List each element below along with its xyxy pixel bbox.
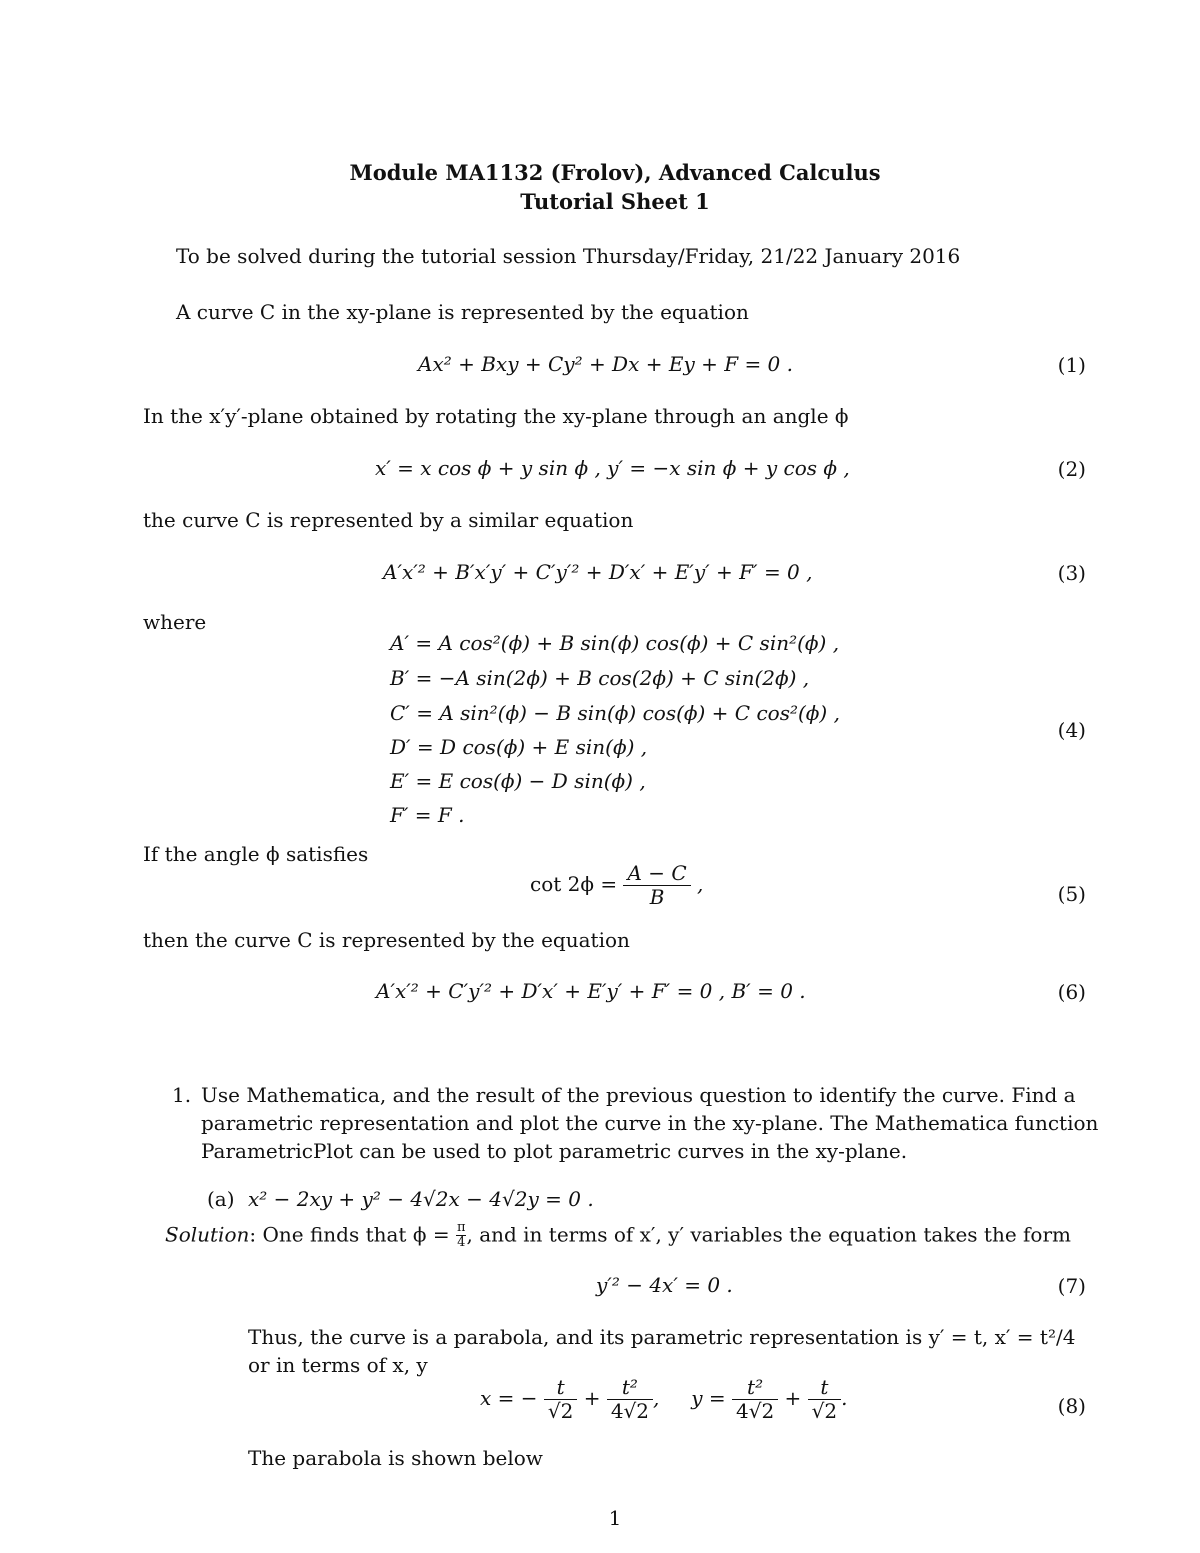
equation-8-frac-4-num: t bbox=[808, 1376, 841, 1400]
equation-number-7: (7) bbox=[1057, 1274, 1086, 1298]
equation-5 bbox=[530, 862, 703, 909]
equation-1: Ax² + Bxy + Cy² + Dx + Ey + F = 0 . bbox=[418, 352, 793, 376]
equation-number-3: (3) bbox=[1057, 561, 1086, 585]
parabola-shown-below: The parabola is shown below bbox=[248, 1446, 543, 1470]
equation-number-1: (1) bbox=[1057, 353, 1086, 377]
equation-6: A′x′² + C′y′² + D′x′ + E′y′ + F′ = 0 , B′ = 0 . bbox=[376, 979, 806, 1003]
rotation-sentence: In the x′y′-plane obtained by rotating the xy-plane through an angle ϕ bbox=[143, 404, 849, 428]
pi-over-four-fraction bbox=[456, 1221, 467, 1251]
problem-1-line-2: parametric representation and plot the curve in the xy-plane. The Mathematica function bbox=[201, 1111, 1099, 1135]
four-denominator: 4 bbox=[457, 1235, 466, 1251]
then-sentence: then the curve C is represented by the equation bbox=[143, 928, 630, 952]
equation-7: y′² − 4x′ = 0 . bbox=[596, 1273, 733, 1297]
equation-8-x-lhs: x = − bbox=[480, 1386, 538, 1410]
equation-4-line-2: B′ = −A sin(2ϕ) + B cos(2ϕ) + C sin(2ϕ) , bbox=[390, 666, 810, 690]
page-subtitle: Tutorial Sheet 1 bbox=[520, 189, 710, 214]
equation-8-frac-1-num: t bbox=[544, 1376, 577, 1400]
equation-8-frac-1-den: √2 bbox=[547, 1399, 574, 1423]
equation-4-line-4: D′ = D cos(ϕ) + E sin(ϕ) , bbox=[390, 735, 648, 759]
part-a-equation: x² − 2xy + y² − 4√2x − 4√2y = 0 . bbox=[248, 1187, 594, 1211]
equation-5-denominator: B bbox=[649, 885, 665, 909]
solution-label: Solution bbox=[165, 1222, 250, 1247]
part-a-label: (a) bbox=[207, 1187, 235, 1211]
equation-number-4: (4) bbox=[1057, 718, 1086, 742]
equation-4-line-1: A′ = A cos²(ϕ) + B sin(ϕ) cos(ϕ) + C sin²(ϕ) , bbox=[390, 631, 840, 655]
equation-8 bbox=[480, 1376, 847, 1423]
equation-8-frac-3-num: t² bbox=[732, 1376, 778, 1400]
similar-sentence: the curve C is represented by a similar equation bbox=[143, 508, 634, 532]
equation-8-frac-3 bbox=[732, 1376, 778, 1423]
equation-4-line-6: F′ = F . bbox=[390, 803, 465, 827]
equation-3: A′x′² + B′x′y′ + C′y′² + D′x′ + E′y′ + F′ = 0 , bbox=[383, 560, 813, 584]
solution-text-2: , and in terms of x′, y′ variables the equation takes the form bbox=[466, 1222, 1071, 1247]
equation-8-frac-4-den: √2 bbox=[811, 1399, 838, 1423]
equation-5-tail: , bbox=[697, 872, 704, 896]
equation-8-frac-3-den: 4√2 bbox=[735, 1399, 775, 1423]
equation-8-comma: , bbox=[653, 1386, 660, 1410]
equation-8-period: . bbox=[841, 1386, 848, 1410]
problem-1-line-3: ParametricPlot can be used to plot parametric curves in the xy-plane. bbox=[201, 1139, 908, 1163]
equation-8-y-lhs: y = bbox=[691, 1386, 726, 1410]
equation-number-8: (8) bbox=[1057, 1394, 1086, 1418]
page-title: Module MA1132 (Frolov), Advanced Calculus bbox=[349, 160, 881, 185]
equation-5-numerator: A − C bbox=[623, 862, 690, 886]
equation-4-line-3: C′ = A sin²(ϕ) − B sin(ϕ) cos(ϕ) + C cos²(ϕ) , bbox=[390, 701, 840, 725]
solution-line bbox=[165, 1221, 1071, 1251]
problem-1-line-1: Use Mathematica, and the result of the previous question to identify the curve. Find a bbox=[201, 1083, 1076, 1107]
equation-8-frac-2 bbox=[607, 1376, 653, 1423]
thus-line-2: or in terms of x, y bbox=[248, 1353, 428, 1377]
where-label: where bbox=[143, 610, 207, 634]
equation-8-plus-1: + bbox=[583, 1386, 601, 1410]
equation-number-6: (6) bbox=[1057, 980, 1086, 1004]
curve-sentence: A curve C in the xy-plane is represented by the equation bbox=[176, 300, 749, 324]
equation-8-frac-4 bbox=[808, 1376, 841, 1423]
equation-8-frac-2-den: 4√2 bbox=[610, 1399, 650, 1423]
equation-4-line-5: E′ = E cos(ϕ) − D sin(ϕ) , bbox=[390, 769, 646, 793]
thus-line-1: Thus, the curve is a parabola, and its parametric representation is y′ = t, x′ = t²/4 bbox=[248, 1325, 1076, 1349]
schedule-text: To be solved during the tutorial session Thursday/Friday, 21/22 January 2016 bbox=[176, 244, 961, 268]
equation-2: x′ = x cos ϕ + y sin ϕ , y′ = −x sin ϕ + y cos ϕ , bbox=[375, 456, 850, 480]
equation-8-frac-2-num: t² bbox=[607, 1376, 653, 1400]
solution-text-1: : One finds that ϕ = bbox=[249, 1222, 450, 1247]
problem-1-label: 1. bbox=[172, 1083, 192, 1107]
equation-number-5: (5) bbox=[1057, 882, 1086, 906]
equation-8-plus-2: + bbox=[784, 1386, 802, 1410]
equation-8-frac-1 bbox=[544, 1376, 577, 1423]
angle-sentence: If the angle ϕ satisfies bbox=[143, 842, 369, 866]
page-number: 1 bbox=[608, 1506, 622, 1530]
equation-5-lhs: cot 2ϕ = bbox=[530, 872, 618, 896]
equation-number-2: (2) bbox=[1057, 457, 1086, 481]
equation-5-fraction bbox=[623, 862, 690, 909]
pi-numerator: π bbox=[456, 1220, 466, 1235]
